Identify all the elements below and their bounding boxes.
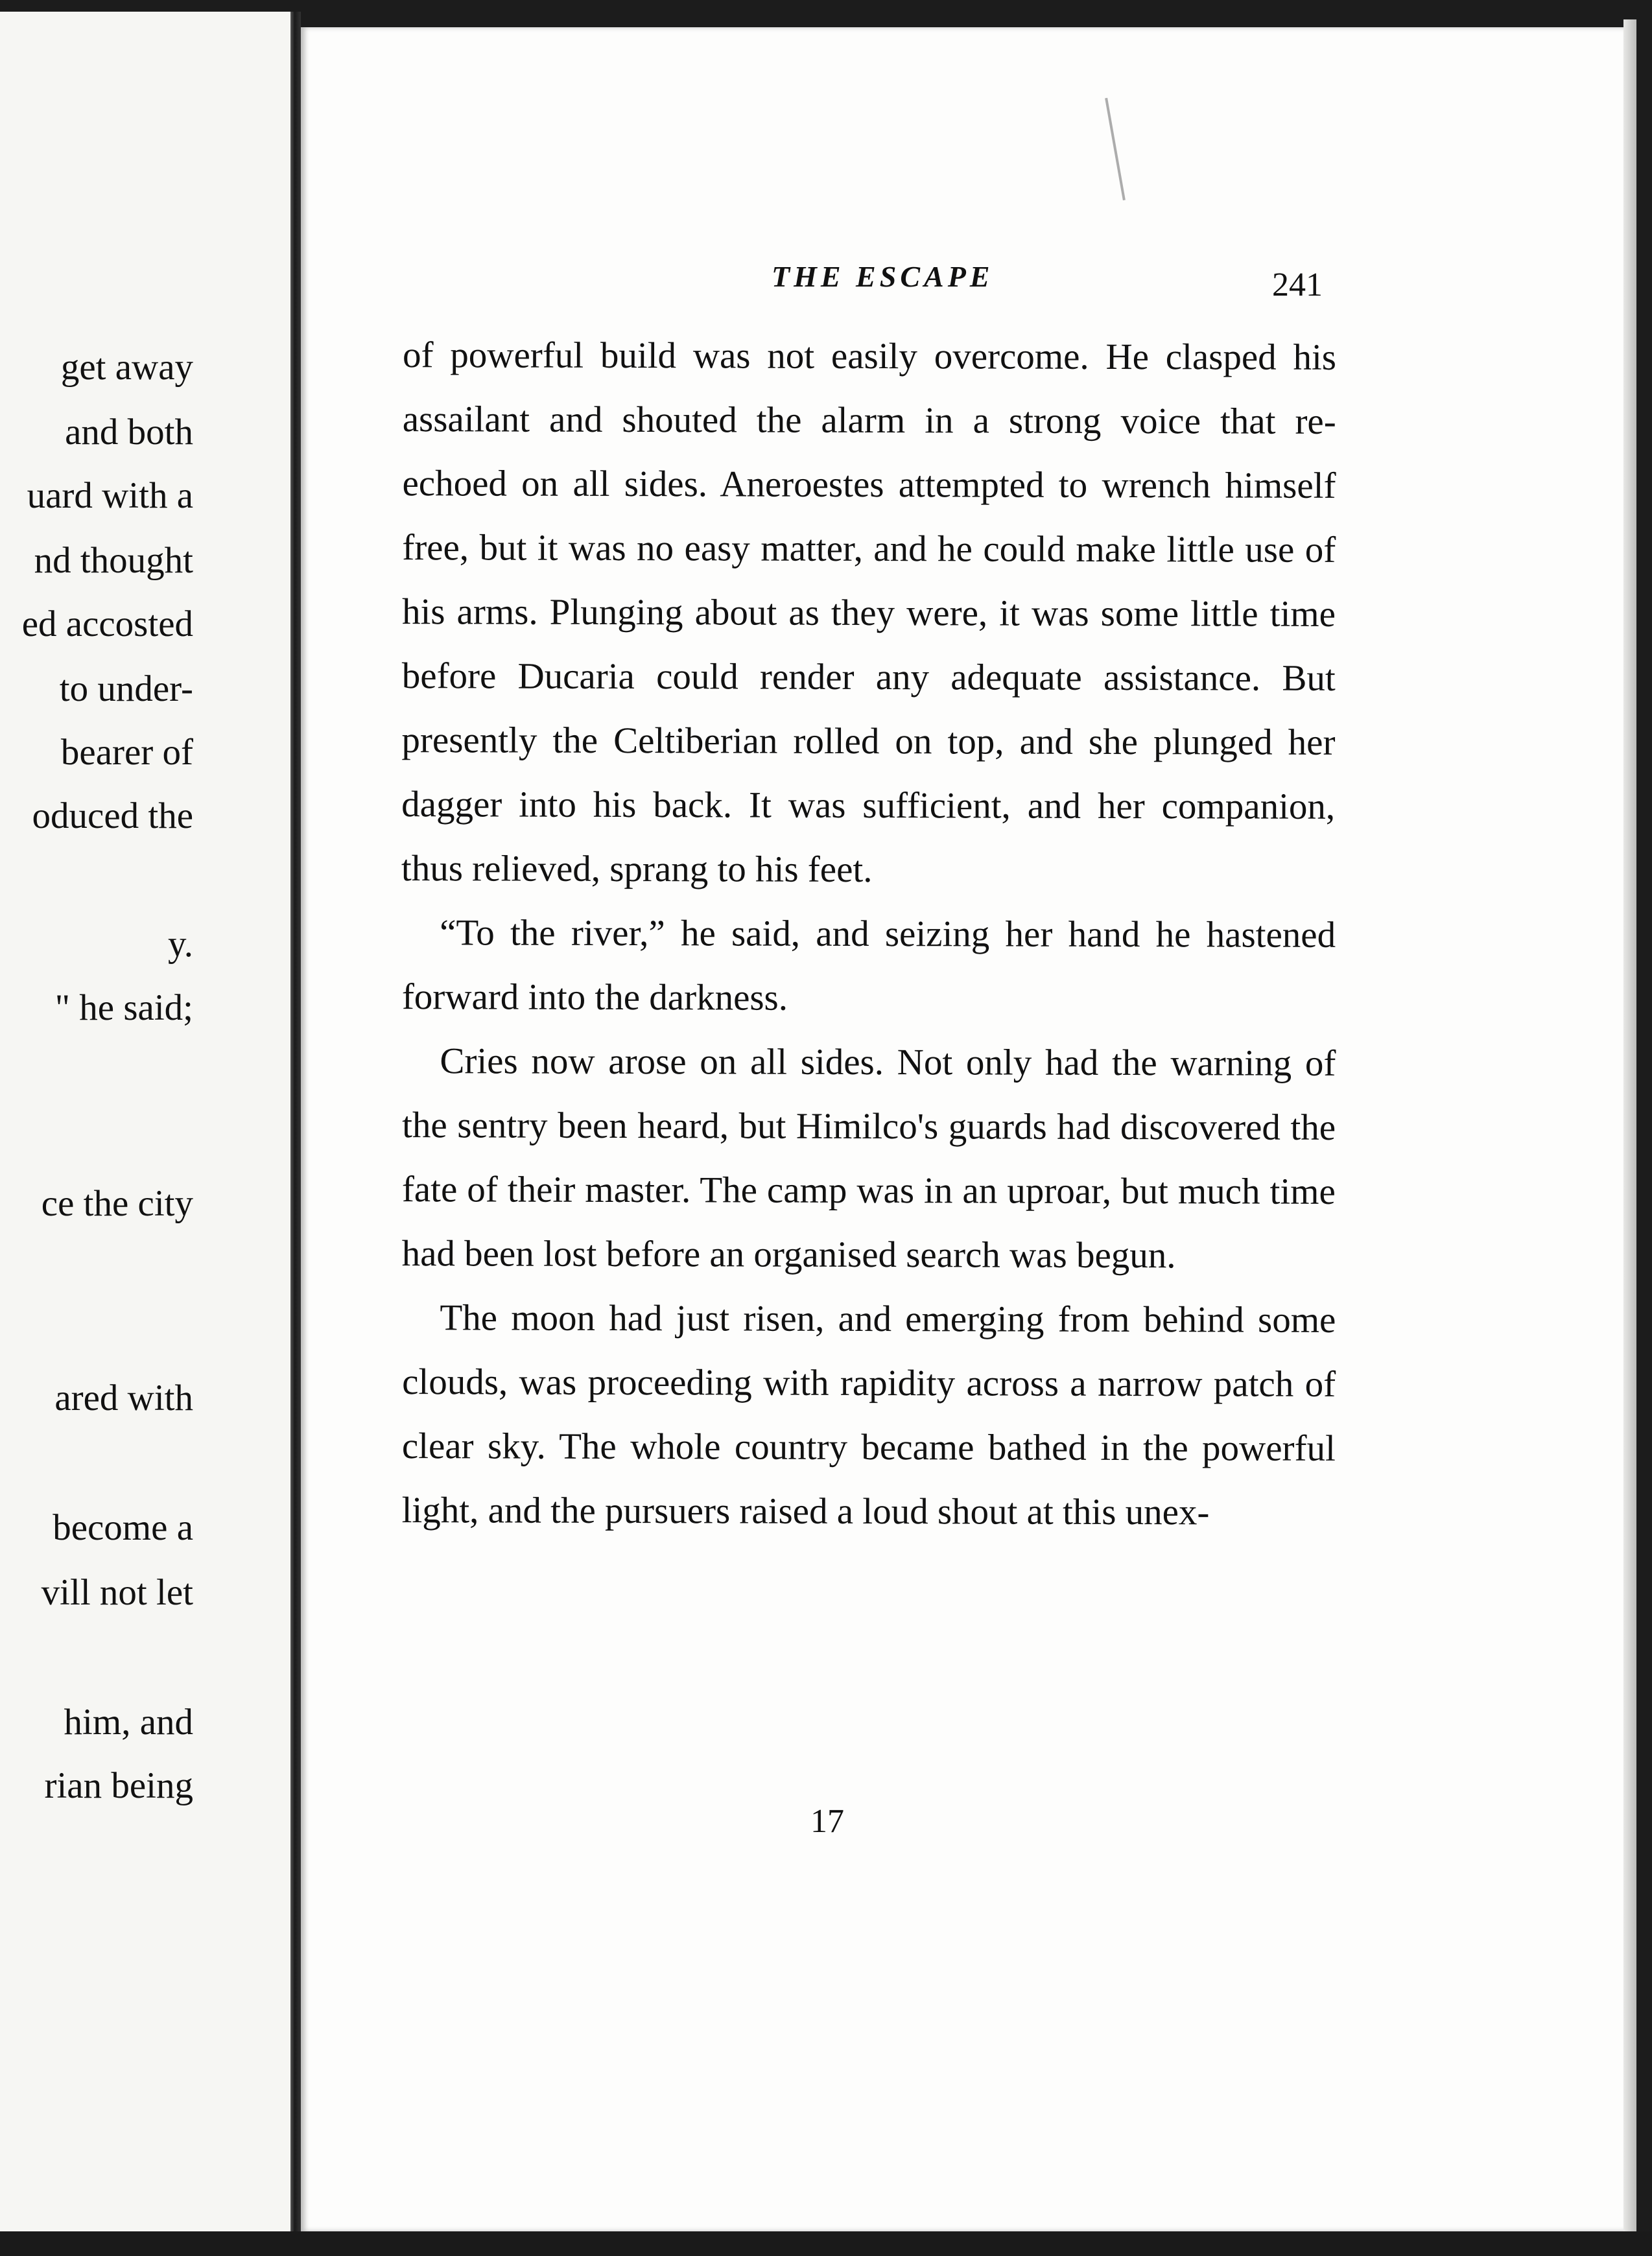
signature-mark: 17 <box>810 1803 844 1840</box>
left-page-fragment: become a <box>53 1507 193 1548</box>
left-page-fragment: vill not let <box>41 1572 193 1613</box>
left-page-fragment: uard with a <box>27 475 193 516</box>
left-page-fragment: y. <box>167 924 193 965</box>
left-page-fragment: to under- <box>59 668 193 709</box>
paragraph: Cries now arose on all sides. Not only had the warning of the sentry been heard, but Himilco's guards had discovered the fate of their master. The camp was in an uproar, but much time had been lost before an organised search was begun. <box>401 1040 1336 1276</box>
paragraph: “To the river,” he said, and seizing her hand he hastened forward into the darkness. <box>401 912 1336 1018</box>
left-page-fragment: " he said; <box>54 987 193 1028</box>
left-page-fragment: ed accosted <box>21 604 193 644</box>
scan-bottom-edge <box>0 2231 1652 2256</box>
left-page-fragment: ce the city <box>41 1183 193 1224</box>
page-edge <box>1623 19 1636 2237</box>
running-head: THE ESCAPE <box>772 260 994 293</box>
left-page-fragment: rian being <box>44 1765 193 1806</box>
body-text <box>402 324 1336 1544</box>
paragraph: of powerful build was not easily overcome. He clasped his assailant and shouted the alarm in a strong voice that re-echoed on all sides. Aneroestes attempted to wrench himself free, but it was no easy matter, and he could make little use of his arms. Plunging about as they were, it was some little time before Ducaria could render any adequate assistance. But presently the Celtiberian rolled on top, and she plunged her dagger into his back. It was sufficient, and her companion, thus relieved, sprang to his feet. <box>401 335 1337 891</box>
left-page-fragment: get away <box>60 347 193 388</box>
left-page <box>0 12 290 2235</box>
left-page-fragment: bearer of <box>60 732 193 773</box>
left-page-fragment: ared with <box>54 1378 193 1418</box>
left-page-fragment: oduced the <box>32 795 193 836</box>
left-page-fragment: him, and <box>64 1702 193 1743</box>
book-gutter <box>290 12 301 2235</box>
left-page-fragment: and both <box>65 412 193 452</box>
left-page-fragment: nd thought <box>34 540 193 581</box>
paragraph: The moon had just risen, and emerging from behind some clouds, was proceeding with rapidity across a narrow patch of clear sky. The whole country became bathed in the powerful light, and the pursuers raised a loud shout at this unex- <box>401 1297 1336 1533</box>
page-number: 241 <box>1272 266 1323 303</box>
